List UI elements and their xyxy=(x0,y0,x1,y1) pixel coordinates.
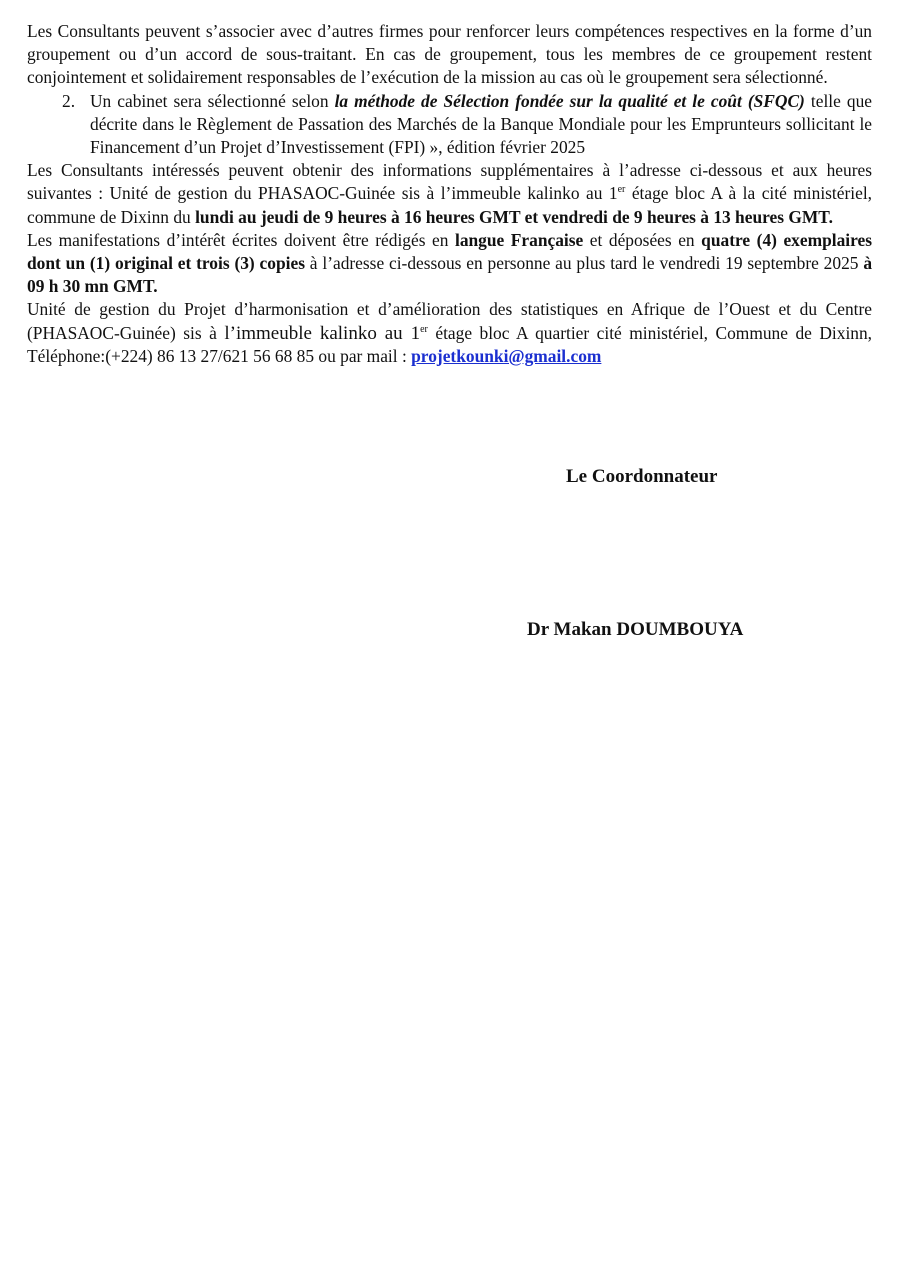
superscript: er xyxy=(617,184,626,196)
selection-method: la méthode de Sélection fondée sur la qualité et le coût (SFQC) xyxy=(334,90,805,111)
text: Les Consultants intéressés peuvent obtenir des informations supplémentaires à l’adresse ci-dessous et aux heures suivantes : Unité de gestion du PHASAOC-Guinée sis à l’immeuble kalinko au 1 xyxy=(27,160,872,204)
text: Les manifestations d’intérêt écrites doivent être rédigés en xyxy=(27,229,455,250)
text-lead: Un cabinet sera sélectionné selon xyxy=(90,90,335,111)
text: Unité de gestion du Projet d’harmonisation et d’amélioration des statistiques en Afrique de l’Ouest et du Centre (PHASAOC-Guinée) sis à xyxy=(27,299,872,343)
paragraph-information xyxy=(27,159,872,229)
superscript: er xyxy=(420,323,428,335)
paragraph-groupement: Les Consultants peuvent s’associer avec d’autres firmes pour renforcer leurs compétences respectives en la forme d’un groupement ou d’un accord de sous-traitant. En cas de groupement, tous les membres de ce groupement restent conjointement et solidairement responsables de l’exécution de la mission au cas où le groupement sera sélectionné. xyxy=(27,21,872,88)
paragraph-submission xyxy=(27,229,872,299)
deadline-time: à 09 h 30 mn GMT. xyxy=(27,253,873,297)
text: étage bloc A à la cité ministériel, commune de Dixinn du xyxy=(27,183,872,227)
document-body xyxy=(27,20,872,368)
list-text xyxy=(90,90,872,160)
list-number: 2. xyxy=(62,90,76,111)
paragraph-address xyxy=(27,298,872,368)
email-link[interactable]: projetkounki@gmail.com xyxy=(411,345,602,366)
text: étage bloc A quartier cité ministériel, Commune de Dixinn, Téléphone:(+224) 86 13 27/621 56 68 85 ou par mail : xyxy=(27,322,873,366)
text: à l’adresse ci-dessous en personne au plus tard le vendredi 19 septembre 2025 xyxy=(304,253,864,274)
text-rest: telle que décrite dans le Règlement de Passation des Marchés de la Banque Mondiale pour les Emprunteurs sollicitant le Financement d’un Projet d’Investissement (FPI) », édition février 2025 xyxy=(90,90,872,158)
language: langue Française xyxy=(454,229,584,250)
list-item-selection-method xyxy=(62,90,872,160)
text: et déposées en xyxy=(583,229,702,250)
office-hours: lundi au jeudi de 9 heures à 16 heures GMT et vendredi de 9 heures à 13 heures GMT. xyxy=(195,206,833,227)
text: l’immeuble kalinko au 1 xyxy=(224,322,421,344)
copies-count: quatre (4) exemplaires dont un (1) original et trois (3) copies xyxy=(27,229,873,274)
signature-name: Dr Makan DOUMBOUYA xyxy=(527,619,744,640)
signature-title: Le Coordonnateur xyxy=(566,466,718,487)
